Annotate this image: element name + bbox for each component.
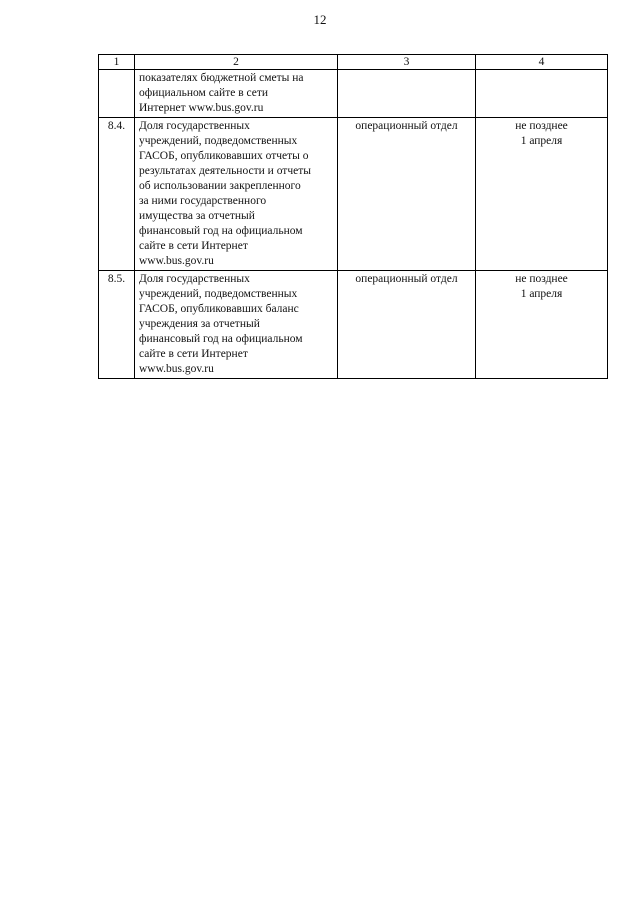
responsible-cell (338, 70, 476, 118)
indicator-text-line: ГАСОБ, опубликовавших отчеты о (139, 150, 309, 162)
indicator-cell (135, 271, 338, 379)
indicator-cell (135, 70, 338, 118)
table-row (99, 118, 608, 271)
indicator-text-line: имущества за отчетный (139, 210, 255, 222)
indicator-text-line: учреждения за отчетный (139, 318, 260, 330)
table-row (99, 271, 608, 379)
indicator-text-line: сайте в сети Интернет (139, 348, 248, 360)
indicator-text-line: за ними государственного (139, 195, 267, 207)
indicator-text-line: Интернет www.bus.gov.ru (139, 102, 264, 114)
row-number: 8.4. (99, 118, 135, 271)
page-number: 12 (313, 12, 327, 27)
deadline-text-line: не позднее (515, 273, 568, 285)
deadline-text-line: 1 апреля (520, 135, 563, 147)
table-body (99, 70, 608, 379)
indicator-text-line: учреждений, подведомственных (139, 135, 298, 147)
indicator-text-line: Доля государственных (139, 273, 250, 285)
row-number: 8.5. (99, 271, 135, 379)
table-header-row (99, 55, 608, 70)
indicator-text-line: Доля государственных (139, 120, 250, 132)
indicator-text-line: финансовый год на официальном (139, 333, 303, 345)
deadline-cell (476, 118, 608, 271)
indicator-text-line: www.bus.gov.ru (139, 363, 214, 375)
indicator-text-line: ГАСОБ, опубликовавших баланс (139, 303, 299, 315)
deadline-cell (476, 70, 608, 118)
responsible-cell: операционный отдел (338, 271, 476, 379)
column-header: 2 (135, 55, 338, 70)
indicator-text-line: официальном сайте в сети (139, 87, 269, 99)
deadline-text-line: 1 апреля (520, 288, 563, 300)
responsible-cell: операционный отдел (338, 118, 476, 271)
indicator-text-line: сайте в сети Интернет (139, 240, 248, 252)
deadline-text-line: не позднее (515, 120, 568, 132)
column-header: 4 (476, 55, 608, 70)
indicator-text-line: учреждений, подведомственных (139, 288, 298, 300)
column-header: 3 (338, 55, 476, 70)
indicator-cell (135, 118, 338, 271)
indicators-table (98, 54, 608, 379)
table-row (99, 70, 608, 118)
row-number (99, 70, 135, 118)
indicator-text-line: финансовый год на официальном (139, 225, 303, 237)
column-header: 1 (99, 55, 135, 70)
deadline-cell (476, 271, 608, 379)
indicator-text-line: показателях бюджетной сметы на (139, 72, 304, 84)
indicator-text-line: результатах деятельности и отчеты (139, 165, 311, 177)
indicator-text-line: об использовании закрепленного (139, 180, 301, 192)
indicator-text-line: www.bus.gov.ru (139, 255, 214, 267)
